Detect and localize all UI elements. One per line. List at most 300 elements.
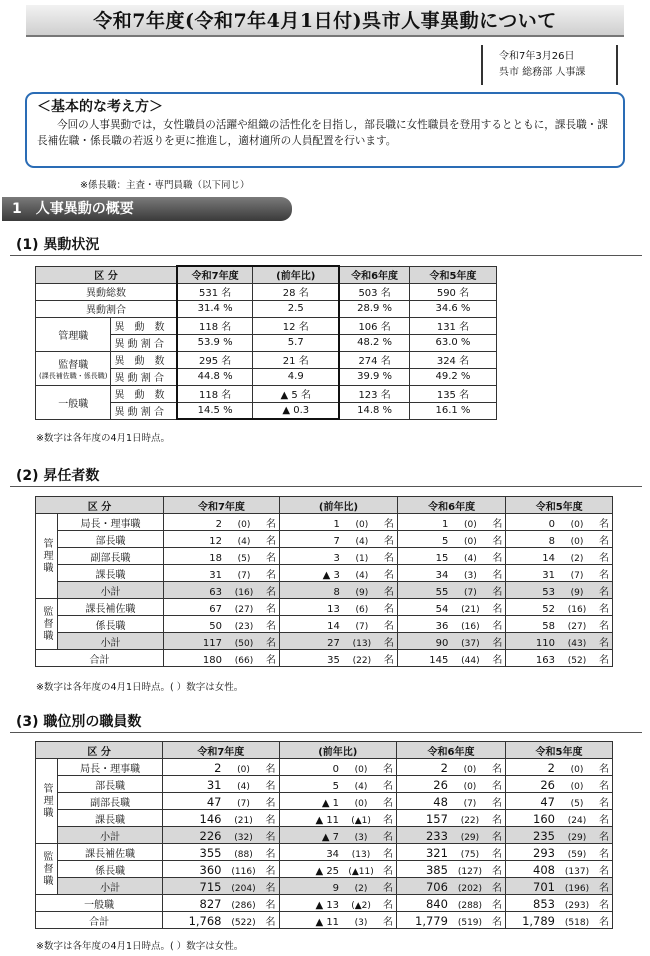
value-female: (3) [354,917,368,928]
value-number: 1,768 [188,913,222,928]
unit-label: 名 [383,797,394,809]
cell: 12 名 [253,317,339,334]
row-label: 小計 [58,827,163,844]
value-number: 31 [542,569,555,581]
value-cell [505,895,612,912]
unit-label: 名 [383,882,394,894]
value-cell [397,650,505,667]
value-cell [397,759,506,776]
value-female: (9) [355,587,369,598]
group-label: 監督職 [36,599,58,650]
subsection-heading-1: (1) 異動状況 [10,235,642,256]
value-female: (4) [355,570,369,581]
value-number: 160 [533,811,555,826]
value-number: 701 [533,879,555,894]
value-female: (7) [237,798,250,809]
unit-label: 名 [599,916,609,928]
value-number: 706 [425,879,448,894]
unit-label: 名 [265,916,276,928]
subsection-heading-3: (3) 職位別の職員数 [10,712,642,733]
table-row [36,633,613,650]
value-number: 827 [199,896,222,911]
value-female: (5) [237,553,251,564]
value-cell [397,827,506,844]
policy-text: 今回の人事異動では，女性職員の活躍や組織の活性化を目指し，部長職に女性職員を登用するとともに，課長職・課長補佐職・係長職の若返りを更に推進し，適材適所の人員配置を行います。 [37,119,608,147]
value-female: (0) [570,781,584,792]
value-female: (5) [570,798,584,809]
unit-label: 名 [599,899,609,911]
value-cell [163,793,279,810]
header-cell: 令和6年度 [397,742,506,759]
value-female: (202) [457,883,483,894]
cell: 324 名 [409,351,496,368]
value-female: (4) [354,781,368,792]
value-number: 26 [540,777,555,792]
section-heading: 1 人事異動の概要 [2,197,292,221]
value-female: (▲11) [348,866,374,877]
group-label [36,351,111,385]
unit-label: 名 [266,637,276,649]
value-number: 47 [540,794,555,809]
value-female: (4) [237,536,251,547]
unit-label: 名 [383,637,394,649]
row-label: 異 動 割 合 [111,368,177,385]
unit-label: 名 [599,654,609,666]
value-number: 233 [425,828,448,843]
value-number: 36 [435,620,449,632]
value-female: (116) [231,866,256,877]
value-number: 3 [333,552,340,564]
unit-label: 名 [491,899,502,911]
value-number: 34 [326,848,340,860]
group-label: 一般職 [36,385,111,419]
value-female: (16) [234,587,254,598]
value-number: 5 [332,780,340,792]
value-cell [505,776,612,793]
value-number: 180 [202,654,222,666]
value-number: 31 [206,777,222,792]
header-cell: 令和6年度 [339,266,409,283]
cell: 131 名 [409,317,496,334]
row-label: 係長職 [58,616,164,633]
value-cell [279,759,397,776]
policy-heading: ＜基本的な考え方＞ [37,99,163,115]
unit-label: 名 [266,518,276,530]
unit-label: 名 [265,797,276,809]
unit-label: 名 [383,814,394,826]
cell: 274 名 [339,351,409,368]
value-female: (75) [460,849,480,860]
value-female: (518) [564,917,590,928]
value-number: ▲ 25 [315,865,340,877]
value-cell [163,827,279,844]
value-cell [163,633,279,650]
unit-label: 名 [599,569,609,581]
value-number: 14 [542,552,555,564]
unit-label: 名 [492,535,503,547]
value-number: 55 [435,586,449,598]
unit-label: 名 [491,831,502,843]
value-cell [397,861,506,878]
value-female: (29) [567,832,587,843]
cell: 28 名 [253,283,339,300]
value-female: (4) [355,536,369,547]
table-row [36,827,613,844]
header-cell: 令和7年度 [177,266,253,283]
value-cell [397,616,505,633]
unit-label: 名 [599,620,609,632]
value-cell [505,844,612,861]
value-number: ▲ 3 [322,569,340,581]
value-number: 47 [206,794,222,809]
row-label: 課長補佐職 [58,844,163,861]
value-number: 0 [332,763,340,775]
value-cell [397,633,505,650]
value-number: 355 [199,845,222,860]
unit-label: 名 [491,916,502,928]
value-cell [505,827,612,844]
table-row [36,810,613,827]
value-female: (23) [234,621,254,632]
unit-label: 名 [383,899,394,911]
header-cell: (前年比) [279,742,397,759]
cell: 49.2 % [409,368,496,385]
value-female: (127) [457,866,483,877]
unit-label: 名 [599,882,609,894]
row-label: 小計 [58,878,163,895]
header-cell: 令和6年度 [397,497,505,514]
unit-label: 名 [492,603,503,615]
unit-label: 名 [266,535,276,547]
value-female: (16) [461,621,480,632]
value-female: (59) [567,849,587,860]
value-number: 157 [425,811,448,826]
cell: ▲ 0.3 [253,402,339,419]
value-number: 31 [209,569,222,581]
unit-label: 名 [383,603,394,615]
value-cell [163,759,279,776]
row-label: 異 動 数 [111,385,177,402]
value-female: (4) [237,781,250,792]
value-female: (288) [457,900,483,911]
value-female: (9) [570,587,584,598]
unit-label: 名 [599,586,609,598]
value-cell [280,565,398,582]
value-cell [279,895,397,912]
value-cell [280,650,398,667]
row-label: 異動割合 [36,300,177,317]
cell: 28.9 % [339,300,409,317]
note-3: ※数字は各年度の4月1日時点。( ）数字は女性。 [36,941,244,952]
unit-label: 名 [599,848,609,860]
promotion-table [35,496,613,667]
value-cell [397,895,506,912]
value-number: ▲ 13 [315,899,340,911]
cell: 2.5 [253,300,339,317]
unit-label: 名 [266,603,276,615]
value-female: (1) [355,553,369,564]
value-female: (▲1) [351,815,371,826]
transfer-table [35,265,497,420]
value-female: (137) [564,866,590,877]
unit-label: 名 [383,654,394,666]
value-cell [163,650,279,667]
value-cell [505,861,612,878]
value-cell [506,514,613,531]
value-cell [163,912,279,929]
row-label: 小計 [58,633,164,650]
value-cell [505,912,612,929]
value-number: 48 [433,794,448,809]
note-1: ※数字は各年度の4月1日時点。 [36,433,171,444]
value-cell [279,912,397,929]
value-cell [163,531,279,548]
value-cell [397,582,505,599]
value-female: (43) [567,638,587,649]
value-cell [280,616,398,633]
row-label: 合計 [36,650,164,667]
unit-label: 名 [383,831,394,843]
value-cell [397,565,505,582]
group-label-sub: (課長補佐職・係長職) [39,371,108,380]
value-number: 360 [199,862,222,877]
unit-label: 名 [599,763,609,775]
table-row [36,599,613,616]
policy-box [25,92,625,168]
staff-count-table [35,741,613,929]
value-number: 385 [425,862,448,877]
value-female: (0) [237,519,251,530]
value-female: (66) [234,655,254,666]
unit-label: 名 [383,848,394,860]
unit-label: 名 [265,899,276,911]
unit-label: 名 [383,535,394,547]
table-row [36,548,613,565]
unit-label: 名 [266,586,276,598]
value-female: (27) [234,604,254,615]
cell: 118 名 [177,385,253,402]
value-number: 853 [533,896,555,911]
value-female: (286) [231,900,256,911]
group-label: 監督職 [36,844,58,895]
value-female: (44) [461,655,480,666]
issuer-dept: 呉市 総務部 人事課 [499,67,586,78]
table-row [36,650,613,667]
value-female: (0) [463,764,477,775]
value-female: (2) [354,883,368,894]
value-cell [163,776,279,793]
row-label: 異 動 割 合 [111,402,177,419]
value-number: 13 [327,603,340,615]
unit-label: 名 [265,831,276,843]
cell: 4.9 [253,368,339,385]
value-cell [280,548,398,565]
cell: 14.5 % [177,402,253,419]
unit-label: 名 [599,814,609,826]
value-female: (32) [234,832,253,843]
unit-label: 名 [265,780,276,792]
unit-label: 名 [266,569,276,581]
value-cell [506,650,613,667]
value-number: 5 [442,535,449,547]
value-number: ▲ 1 [321,797,340,809]
cell: 31.4 % [177,300,253,317]
value-female: (13) [352,638,372,649]
value-female: (27) [567,621,587,632]
value-female: (16) [567,604,587,615]
value-cell [163,861,279,878]
row-label: 異 動 数 [111,317,177,334]
value-number: 90 [435,637,449,649]
value-female: (88) [234,849,253,860]
value-cell [506,582,613,599]
issue-date: 令和7年3月26日 [499,51,575,62]
header-cell: (前年比) [280,497,398,514]
value-female: (3) [354,832,368,843]
value-number: 321 [425,845,448,860]
value-cell [279,861,397,878]
value-cell [163,565,279,582]
value-number: ▲ 7 [321,831,340,843]
table-row [36,531,613,548]
value-female: (0) [355,519,369,530]
header-cell: 令和7年度 [163,742,279,759]
cell: 123 名 [339,385,409,402]
value-female: (50) [234,638,254,649]
row-label: 局長・理事職 [58,514,164,531]
value-number: 14 [327,620,340,632]
row-label: 副部長職 [58,548,164,565]
value-cell [163,878,279,895]
value-number: 226 [199,828,222,843]
value-female: (0) [570,536,584,547]
row-label: 異 動 割 合 [111,334,177,351]
value-cell [505,810,612,827]
value-number: 7 [333,535,340,547]
value-number: 12 [209,535,222,547]
unit-label: 名 [492,620,503,632]
value-cell [397,599,505,616]
table-row [36,616,613,633]
value-cell [279,810,397,827]
cell: 590 名 [409,283,496,300]
unit-label: 名 [492,552,503,564]
value-number: 1,789 [522,913,555,928]
value-cell [279,827,397,844]
value-number: 2 [215,518,222,530]
value-number: 63 [209,586,222,598]
value-number: 117 [202,637,222,649]
unit-label: 名 [383,552,394,564]
value-number: 54 [435,603,449,615]
value-number: 293 [533,845,555,860]
unit-label: 名 [491,814,502,826]
unit-label: 名 [383,916,394,928]
value-cell [397,844,506,861]
row-label: 課長補佐職 [58,599,164,616]
value-cell [397,531,505,548]
value-number: 8 [548,535,555,547]
cell: ▲ 5 名 [253,385,339,402]
value-cell [163,895,279,912]
value-number: 1 [333,518,340,530]
cell: 531 名 [177,283,253,300]
cell: 39.9 % [339,368,409,385]
value-female: (0) [237,764,250,775]
value-female: (37) [461,638,480,649]
group-label: 管理職 [36,759,58,844]
value-female: (0) [464,536,477,547]
value-cell [279,844,397,861]
value-number: 27 [327,637,340,649]
value-number: 840 [425,896,448,911]
row-label: 局長・理事職 [58,759,163,776]
value-number: 8 [333,586,340,598]
value-number: 58 [542,620,555,632]
value-cell [397,912,506,929]
group-label: 管理職 [36,514,58,599]
value-number: 1 [442,518,449,530]
table-row [36,793,613,810]
value-number: 67 [209,603,222,615]
value-female: (7) [464,587,477,598]
value-cell [397,776,506,793]
value-cell [163,616,279,633]
unit-label: 名 [383,865,394,877]
unit-label: 名 [266,552,276,564]
cell: 48.2 % [339,334,409,351]
cell: 5.7 [253,334,339,351]
value-cell [505,878,612,895]
value-female: (0) [570,519,584,530]
unit-label: 名 [492,518,503,530]
table-row [36,759,613,776]
unit-label: 名 [265,865,276,877]
value-female: (4) [464,553,477,564]
value-female: (22) [460,815,480,826]
unit-label: 名 [383,569,394,581]
unit-label: 名 [491,848,502,860]
row-label: 一般職 [36,895,163,912]
unit-label: 名 [491,882,502,894]
cell: 63.0 % [409,334,496,351]
unit-label: 名 [383,586,394,598]
value-cell [397,878,506,895]
value-cell [397,514,505,531]
value-cell [163,844,279,861]
unit-label: 名 [492,637,503,649]
value-cell [506,565,613,582]
unit-label: 名 [383,763,394,775]
issuer-box [481,45,618,85]
unit-label: 名 [266,620,276,632]
value-number: 235 [533,828,555,843]
value-number: 26 [433,777,448,792]
group-label: 管理職 [36,317,111,351]
table-row [36,514,613,531]
value-number: 2 [547,760,555,775]
unit-label: 名 [266,654,276,666]
unit-label: 名 [492,586,503,598]
unit-label: 名 [599,552,609,564]
value-cell [163,810,279,827]
table-row [36,912,613,929]
cell: 44.8 % [177,368,253,385]
value-cell [279,793,397,810]
value-cell [280,514,398,531]
unit-label: 名 [492,654,503,666]
cell: 106 名 [339,317,409,334]
